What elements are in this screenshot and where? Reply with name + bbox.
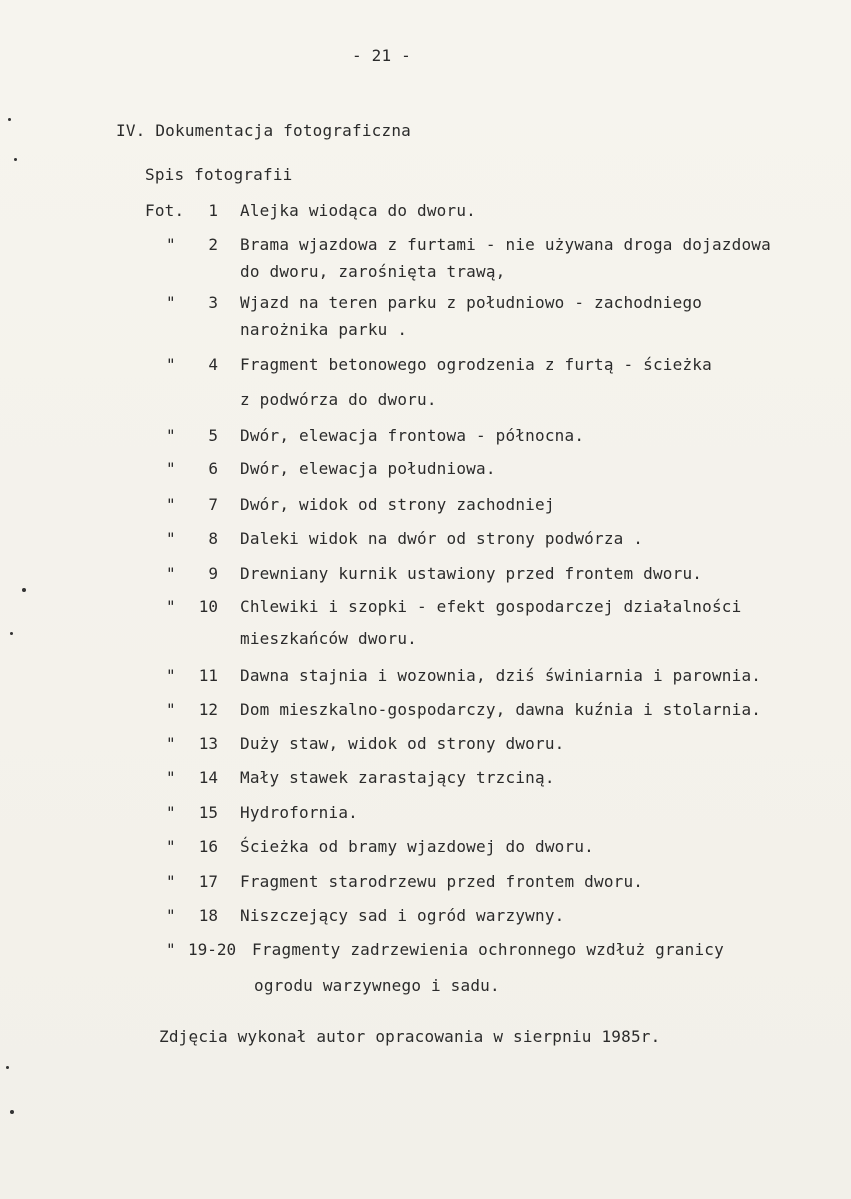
entry-text: Dwór, elewacja południowa. [240,459,496,478]
entry-text: narożnika parku . [240,320,408,339]
ditto-mark: " [166,872,176,891]
entry-text: Daleki widok na dwór od strony podwórza . [240,529,644,548]
entry-text: mieszkańców dworu. [240,629,417,648]
ditto-mark: " [166,459,176,478]
fot-prefix: Fot. [145,201,185,220]
entry-number: 17 [198,872,218,891]
scan-speck [8,118,11,121]
scan-speck [22,588,26,592]
entry-text: Alejka wiodąca do dworu. [240,201,476,220]
entry-text: Fragment betonowego ogrodzenia z furtą - ścieżka [240,355,712,374]
ditto-mark: " [166,293,176,312]
entry-text: z podwórza do dworu. [240,390,437,409]
ditto-mark: " [166,564,176,583]
ditto-mark: " [166,426,176,445]
entry-text: Chlewiki i szopki - efekt gospodarczej działalności [240,597,742,616]
entry-text: Hydrofornia. [240,803,358,822]
entry-number: 15 [198,803,218,822]
photo-credit: Zdjęcia wykonał autor opracowania w sierpniu 1985r. [159,1027,661,1046]
entry-number: 19-20 [188,940,237,959]
subheading: Spis fotografii [145,165,293,184]
entry-text: Fragment starodrzewu przed frontem dworu. [240,872,644,891]
entry-number: 6 [208,459,218,478]
ditto-mark: " [166,235,176,254]
entry-number: 4 [208,355,218,374]
ditto-mark: " [166,768,176,787]
entry-number: 9 [208,564,218,583]
scan-speck [10,632,13,635]
entry-text: do dworu, zarośnięta trawą, [240,262,506,281]
ditto-mark: " [166,597,176,616]
entry-number: 1 [208,201,218,220]
entry-number: 3 [208,293,218,312]
entry-text: Wjazd na teren parku z południowo - zachodniego [240,293,703,312]
entry-text: Fragmenty zadrzewienia ochronnego wzdłuż granicy [252,940,724,959]
ditto-mark: " [166,906,176,925]
entry-number: 2 [208,235,218,254]
entry-text: Dom mieszkalno-gospodarczy, dawna kuźnia i stolarnia. [240,700,762,719]
ditto-mark: " [166,734,176,753]
entry-number: 14 [198,768,218,787]
entry-text: Brama wjazdowa z furtami - nie używana droga dojazdowa [240,235,771,254]
entry-text: Drewniany kurnik ustawiony przed frontem dworu. [240,564,703,583]
entry-number: 18 [198,906,218,925]
ditto-mark: " [166,355,176,374]
ditto-mark: " [166,700,176,719]
entry-text: ogrodu warzywnego i sadu. [254,976,500,995]
entry-number: 13 [198,734,218,753]
ditto-mark: " [166,495,176,514]
ditto-mark: " [166,803,176,822]
entry-number: 8 [208,529,218,548]
ditto-mark: " [166,837,176,856]
scan-speck [14,158,17,161]
entry-text: Dawna stajnia i wozownia, dziś świniarnia i parownia. [240,666,762,685]
scan-speck [10,1110,14,1114]
entry-number: 10 [198,597,218,616]
ditto-mark: " [166,940,176,959]
entry-number: 11 [198,666,218,685]
scan-speck [6,1066,9,1069]
section-heading: IV. Dokumentacja fotograficzna [116,121,411,140]
entry-text: Duży staw, widok od strony dworu. [240,734,565,753]
entry-number: 12 [198,700,218,719]
entry-text: Niszczejący sad i ogród warzywny. [240,906,565,925]
entry-number: 16 [198,837,218,856]
entry-number: 7 [208,495,218,514]
page-number: - 21 - [352,46,411,65]
entry-text: Mały stawek zarastający trzciną. [240,768,555,787]
entry-text: Ścieżka od bramy wjazdowej do dworu. [240,837,594,856]
ditto-mark: " [166,529,176,548]
ditto-mark: " [166,666,176,685]
entry-text: Dwór, widok od strony zachodniej [240,495,555,514]
entry-text: Dwór, elewacja frontowa - północna. [240,426,585,445]
entry-number: 5 [208,426,218,445]
